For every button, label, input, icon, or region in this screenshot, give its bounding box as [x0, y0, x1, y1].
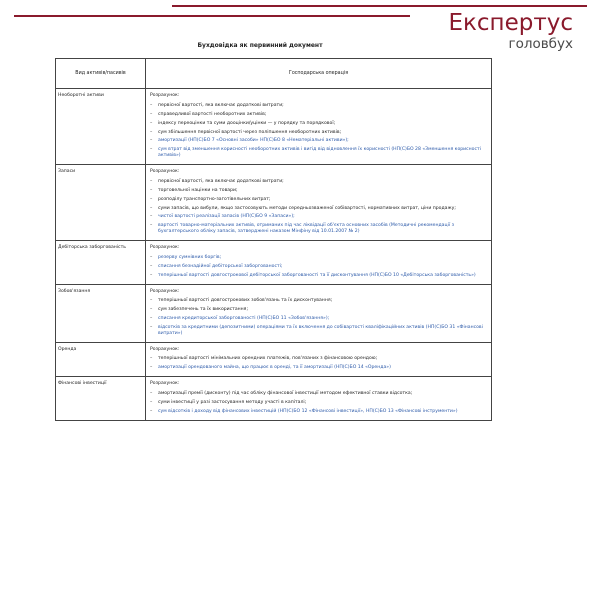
operation-item-link[interactable]: – вартості товарно-матеріальних активів, отриманих під час ліквідації об'єкта основних засобів (Методичні рекомендації з бухгалтерського обліку запасів, затверджені наказом Мінфіну від 10.01.2007 № 2)	[150, 223, 488, 234]
operation-item-link[interactable]: – списання безнадійної дебіторської заборгованості;	[150, 264, 488, 270]
operations-intro: Розрахунок:	[150, 169, 180, 174]
asset-type-cell: Дебіторська заборгованість	[56, 241, 146, 285]
operations-list	[150, 298, 488, 336]
operation-item: – сум забезпечень та їх використання;	[150, 307, 488, 313]
header-rule-bottom	[14, 15, 410, 17]
operation-item-link[interactable]: – списання кредиторської заборгованості (НП(С)БО 11 «Зобов'язання»);	[150, 316, 488, 322]
operation-item-link[interactable]: – чистої вартості реалізації запасів (НП(С)БО 9 «Запаси»);	[150, 214, 488, 220]
operations-cell	[146, 89, 492, 165]
operations-cell	[146, 342, 492, 377]
operations-intro: Розрахунок:	[150, 245, 180, 250]
operation-item-link[interactable]: – відсотків за кредитними (депозитними) операціями та їх включення до собівартості кваліфікаційних активів (НП(С)БО 31 «Фінансові витрати»)	[150, 325, 488, 336]
operation-item: – суми інвестиції у разі застосування методу участі в капіталі;	[150, 400, 488, 406]
operations-cell	[146, 165, 492, 241]
operation-item: – торговельної націнки на товари;	[150, 188, 488, 194]
operation-item: – амортизації премії (дисконту) під час обліку фінансової інвестиції методом ефективної ставки відсотка;	[150, 391, 488, 397]
operations-list	[150, 391, 488, 415]
column-header-operation: Господарська операція	[146, 59, 492, 89]
table-row	[56, 241, 492, 285]
operations-intro: Розрахунок:	[150, 381, 180, 387]
operations-table	[55, 58, 492, 421]
document-title: Бухдовідка як первинний документ	[197, 42, 323, 49]
operations-cell	[146, 377, 492, 421]
asset-type-cell: Оренда	[56, 342, 146, 377]
operation-item-link[interactable]: – сум відсотків і доходу від фінансових інвестицій (НП(С)БО 12 «Фінансові інвестиції», НП(С)БО 13 «Фінансові інструменти»)	[150, 409, 488, 415]
operations-cell	[146, 284, 492, 342]
operations-intro: Розрахунок:	[150, 93, 180, 98]
operation-item-link[interactable]: – сум втрат від зменшення корисності необоротних активів і вигід від відновлення їх корисності (НП(С)БО 28 «Зменшення корисності активів»)	[150, 147, 488, 158]
operation-item: – суми запасів, що вибули, якщо застосовують методи середньозваженої собівартості, нормативних витрат, ціни продажу;	[150, 206, 488, 212]
operations-intro: Розрахунок:	[150, 346, 180, 352]
operation-item: – сум збільшення первісної вартості через поліпшення необоротних активів;	[150, 130, 488, 136]
operation-item: – теперішньої вартості довгострокових зобов'язань та їх дисконтування;	[150, 298, 488, 304]
table-row	[56, 342, 492, 377]
operation-item: – первісної вартості, яка включає додаткові витрати;	[150, 179, 488, 185]
header-rule-top	[172, 5, 587, 7]
table-row	[56, 89, 492, 165]
asset-type-cell: Запаси	[56, 165, 146, 241]
operation-item-link[interactable]: – амортизації орендованого майна, що працює в оренді, та її амортизації (НП(С)БО 14 «Оренда»)	[150, 365, 488, 371]
logo-sub-text: головбух	[508, 36, 573, 52]
operation-item: – індексу переоцінки та суми дооцінки/уцінки — у порядку та порядкової;	[150, 121, 488, 127]
table-row	[56, 284, 492, 342]
operation-item: – справедливої вартості необоротних активів;	[150, 112, 488, 118]
table-row	[56, 165, 492, 241]
operations-cell	[146, 241, 492, 285]
asset-type-cell: Фінансові інвестиції	[56, 377, 146, 421]
table-header-row	[56, 59, 492, 89]
operations-list	[150, 255, 488, 279]
operations-list	[150, 179, 488, 235]
operations-list	[150, 356, 488, 371]
operations-list	[150, 103, 488, 159]
table-body	[56, 89, 492, 421]
operation-item: – теперішньої вартості мінімальних орендних платежів, пов'язаних з фінансовою орендою;	[150, 356, 488, 362]
asset-type-cell: Необоротні активи	[56, 89, 146, 165]
operation-item-link[interactable]: – теперішньої вартості довгострокової дебіторської заборгованості та її дисконтування (НП(С)БО 10 «Дебіторська заборгованість»)	[150, 273, 488, 279]
logo-main-text: Експертус	[448, 10, 573, 36]
operation-item-link[interactable]: – амортизації (НП(С)БО 7 «Основні засоби» НП(С)БО 8 «Нематеріальні активи»);	[150, 138, 488, 144]
operation-item: – розподілу транспортно-заготівельних витрат;	[150, 197, 488, 203]
operation-item: – первісної вартості, яка включає додаткові витрати;	[150, 103, 488, 109]
operation-item-link[interactable]: – резерву сумнівних боргів;	[150, 255, 488, 261]
column-header-asset: Вид активів/пасивів	[56, 59, 146, 89]
table-row	[56, 377, 492, 421]
asset-type-cell: Зобов'язання	[56, 284, 146, 342]
operations-intro: Розрахунок:	[150, 288, 180, 294]
